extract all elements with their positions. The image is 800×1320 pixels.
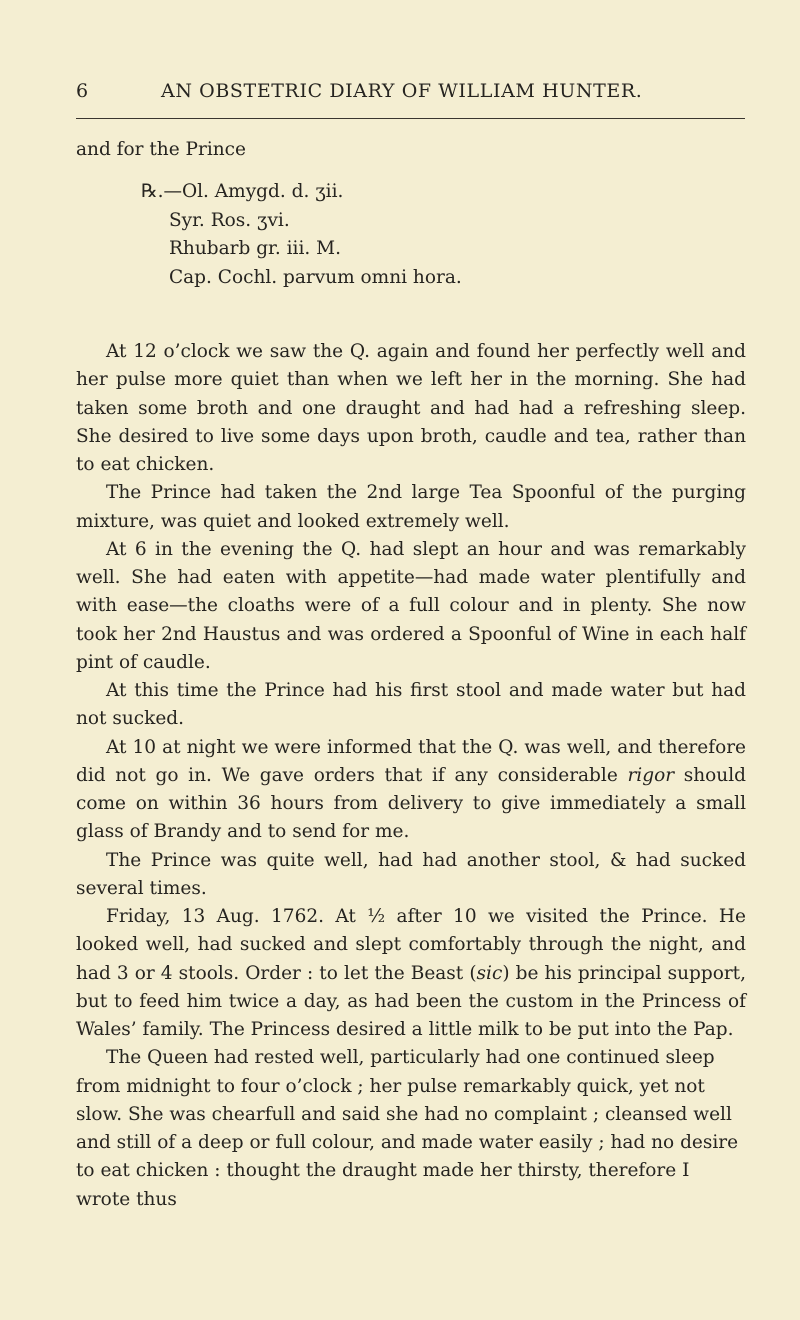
paragraph: The Prince was quite well, had had another stool, & had sucked several times. — [76, 849, 746, 899]
prescription-line: Cap. Cochl. parvum omni hora. — [169, 266, 462, 288]
paragraph-text: should come on within 36 hours from delivery to give immediately a small glass of Brandy and to send for me. — [76, 764, 746, 843]
italic-term: sic — [476, 962, 503, 984]
paragraph — [76, 903, 746, 1044]
prescription-line: ℞.—Ol. Amygd. d. ʒii. — [141, 181, 344, 202]
paragraph: At 12 o’clock we saw the Q. again and found her perfectly well and her pulse more quiet than when we left her in the morning. She had taken some broth and one draught and had had a refreshing sleep. She desired to live some days upon broth, caudle and tea, rather than to eat chicken. — [76, 341, 746, 475]
paragraph: At 6 in the evening the Q. had slept an hour and was remarkably well. She had eaten with appetite—had made water plentifully and with ease—the cloaths were of a full colour and in plenty. She now took her 2nd Haustus and was ordered a Spoonful of Wine in each half pint of caudle. — [76, 538, 746, 673]
prescription-line: Rhubarb gr. iii. M. — [169, 238, 341, 259]
paragraph: At this time the Prince had his first stool and made water but had not sucked. — [76, 680, 746, 730]
page-header — [76, 72, 745, 119]
paragraph: The Prince had taken the 2nd large Tea Spoonful of the purging mixture, was quiet and looked extremely well. — [76, 482, 746, 532]
intro-line: and for the Prince — [76, 139, 246, 160]
prescription-line: Syr. Ros. ʒvi. — [169, 209, 290, 231]
italic-term: rigor — [627, 764, 675, 786]
paragraph — [76, 734, 746, 847]
running-title: AN OBSTETRIC DIARY OF WILLIAM HUNTER. — [161, 80, 643, 102]
diary-text — [76, 338, 746, 1214]
page-number: 6 — [76, 80, 89, 102]
paragraph-text: ) be his principal support, but to feed him twice a day, as had been the custom in the Princess of Wales’ family. The Princess desired a little milk to be put into the Pap. — [76, 962, 746, 1040]
paragraph: The Queen had rested well, particularly had one continued sleep from midnight to four o’clock ; her pulse remarkably quick, yet not slow. She was chearfull and said she had no complaint ; cleansed well and still of a deep or full colour, and made water easily ; had no desire to eat chicken : thought the draught made her thirsty, therefore I wrote thus — [76, 1047, 739, 1210]
paragraph-text: Friday, 13 Aug. 1762. At ½ after 10 we visited the Prince. He looked well, had sucked and slept comfortably through the night, and had 3 or 4 stools. Order : to let the Beast ( — [76, 906, 746, 984]
paragraph-text: At 10 at night we were informed that the Q. was well, and therefore did not go in. We gave orders that if any considerable — [76, 736, 746, 786]
prescription — [141, 178, 462, 292]
